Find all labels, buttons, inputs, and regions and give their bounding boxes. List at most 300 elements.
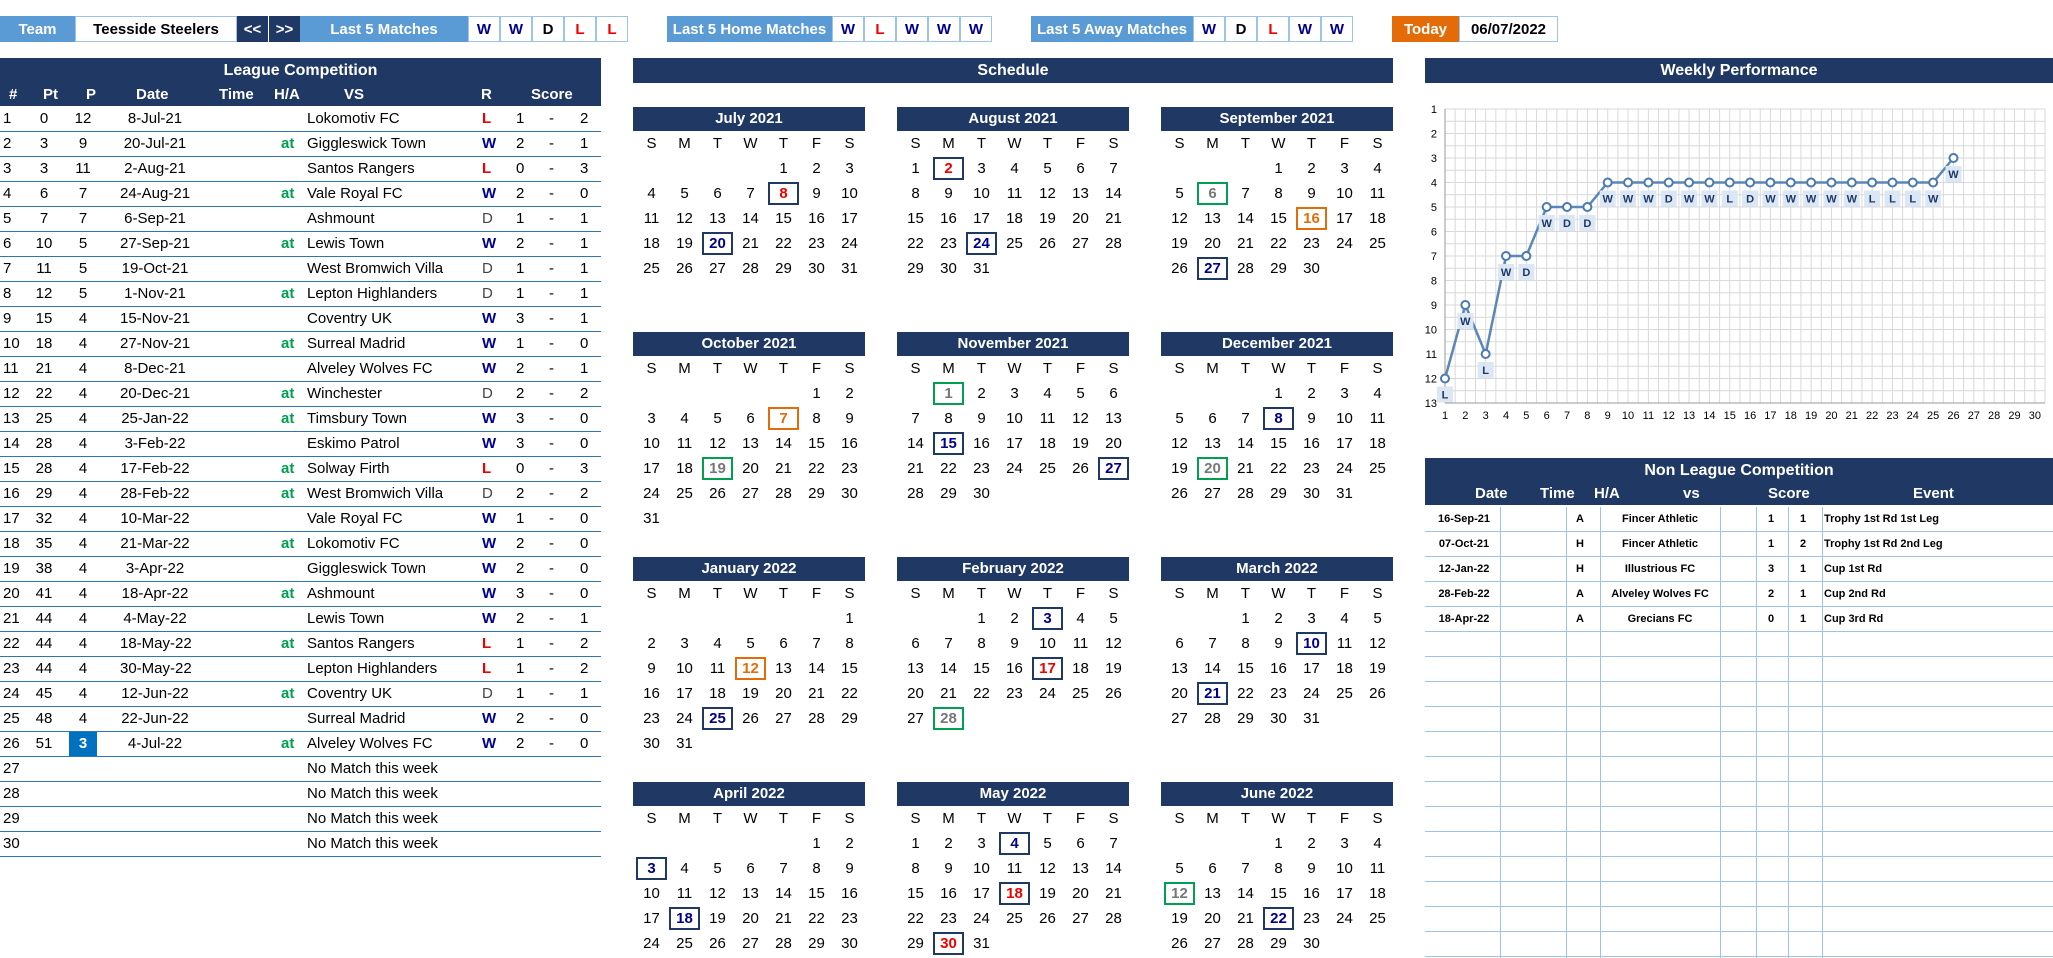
calendar-day[interactable]: 26 bbox=[1039, 910, 1056, 927]
calendar-day[interactable]: 13 bbox=[1105, 410, 1122, 427]
calendar-day[interactable]: 16 bbox=[643, 685, 660, 702]
calendar-day[interactable]: 20 bbox=[907, 685, 924, 702]
calendar-day[interactable]: 1 bbox=[911, 835, 920, 852]
calendar-day[interactable]: 17 bbox=[1031, 656, 1064, 681]
calendar-day[interactable]: 10 bbox=[643, 435, 660, 452]
calendar-day[interactable]: 1 bbox=[911, 160, 920, 177]
calendar-day[interactable]: 11 bbox=[1006, 185, 1023, 202]
next-team-button[interactable]: >> bbox=[269, 16, 300, 42]
calendar-day[interactable]: 15 bbox=[1237, 660, 1254, 677]
calendar-day[interactable]: 24 bbox=[965, 231, 998, 256]
calendar-day[interactable]: 15 bbox=[932, 431, 965, 456]
calendar-day[interactable]: 1 bbox=[932, 381, 965, 406]
calendar-day[interactable]: 20 bbox=[1196, 456, 1229, 481]
calendar-day[interactable]: 30 bbox=[1270, 710, 1287, 727]
calendar-day[interactable]: 17 bbox=[973, 885, 990, 902]
calendar-day[interactable]: 14 bbox=[808, 660, 825, 677]
calendar-day[interactable]: 7 bbox=[812, 635, 821, 652]
calendar-day[interactable]: 31 bbox=[973, 935, 990, 952]
calendar-day[interactable]: 5 bbox=[713, 860, 722, 877]
calendar-day[interactable]: 8 bbox=[944, 410, 953, 427]
calendar-day[interactable]: 17 bbox=[1336, 885, 1353, 902]
calendar-day[interactable]: 30 bbox=[841, 485, 858, 502]
calendar-day[interactable]: 1 bbox=[812, 385, 821, 402]
calendar-day[interactable]: 29 bbox=[841, 710, 858, 727]
calendar-day[interactable]: 24 bbox=[676, 710, 693, 727]
calendar-day[interactable]: 9 bbox=[1274, 635, 1283, 652]
calendar-day[interactable]: 2 bbox=[812, 160, 821, 177]
calendar-day[interactable]: 10 bbox=[1039, 635, 1056, 652]
calendar-day[interactable]: 3 bbox=[635, 856, 668, 881]
calendar-day[interactable]: 2 bbox=[1010, 610, 1019, 627]
calendar-day[interactable]: 23 bbox=[841, 910, 858, 927]
calendar-day[interactable]: 5 bbox=[1175, 860, 1184, 877]
calendar-day[interactable]: 19 bbox=[676, 235, 693, 252]
calendar-day[interactable]: 25 bbox=[1369, 910, 1386, 927]
calendar-day[interactable]: 25 bbox=[701, 706, 734, 731]
calendar-day[interactable]: 2 bbox=[1307, 835, 1316, 852]
calendar-day[interactable]: 19 bbox=[1105, 660, 1122, 677]
calendar-day[interactable]: 8 bbox=[812, 410, 821, 427]
calendar-day[interactable]: 12 bbox=[1171, 210, 1188, 227]
calendar-day[interactable]: 9 bbox=[845, 860, 854, 877]
calendar-day[interactable]: 11 bbox=[1369, 860, 1386, 877]
calendar-day[interactable]: 14 bbox=[775, 885, 792, 902]
calendar-day[interactable]: 23 bbox=[1006, 685, 1023, 702]
calendar-day[interactable]: 28 bbox=[932, 706, 965, 731]
calendar-day[interactable]: 10 bbox=[1336, 185, 1353, 202]
calendar-day[interactable]: 2 bbox=[944, 835, 953, 852]
calendar-day[interactable]: 10 bbox=[1295, 631, 1328, 656]
calendar-day[interactable]: 22 bbox=[907, 910, 924, 927]
calendar-day[interactable]: 26 bbox=[676, 260, 693, 277]
calendar-day[interactable]: 11 bbox=[1039, 410, 1056, 427]
calendar-day[interactable]: 1 bbox=[1274, 160, 1283, 177]
calendar-day[interactable]: 16 bbox=[973, 435, 990, 452]
calendar-day[interactable]: 27 bbox=[775, 710, 792, 727]
calendar-day[interactable]: 24 bbox=[973, 910, 990, 927]
calendar-day[interactable]: 24 bbox=[841, 235, 858, 252]
calendar-day[interactable]: 2 bbox=[977, 385, 986, 402]
calendar-day[interactable]: 14 bbox=[1237, 885, 1254, 902]
calendar-day[interactable]: 5 bbox=[1076, 385, 1085, 402]
calendar-day[interactable]: 11 bbox=[1369, 185, 1386, 202]
calendar-day[interactable]: 1 bbox=[1274, 835, 1283, 852]
calendar-day[interactable]: 30 bbox=[932, 931, 965, 956]
calendar-day[interactable]: 7 bbox=[911, 410, 920, 427]
calendar-day[interactable]: 26 bbox=[742, 710, 759, 727]
calendar-day[interactable]: 24 bbox=[1303, 685, 1320, 702]
calendar-day[interactable]: 8 bbox=[911, 185, 920, 202]
calendar-day[interactable]: 7 bbox=[1109, 160, 1118, 177]
calendar-day[interactable]: 19 bbox=[709, 910, 726, 927]
calendar-day[interactable]: 3 bbox=[977, 835, 986, 852]
calendar-day[interactable]: 22 bbox=[1237, 685, 1254, 702]
calendar-day[interactable]: 29 bbox=[775, 260, 792, 277]
calendar-day[interactable]: 17 bbox=[1303, 660, 1320, 677]
calendar-day[interactable]: 30 bbox=[643, 735, 660, 752]
calendar-day[interactable]: 13 bbox=[1204, 435, 1221, 452]
calendar-day[interactable]: 6 bbox=[779, 635, 788, 652]
calendar-day[interactable]: 8 bbox=[1262, 406, 1295, 431]
calendar-day[interactable]: 19 bbox=[1072, 435, 1089, 452]
calendar-day[interactable]: 13 bbox=[1204, 210, 1221, 227]
calendar-day[interactable]: 23 bbox=[1303, 910, 1320, 927]
calendar-day[interactable]: 29 bbox=[940, 485, 957, 502]
calendar-day[interactable]: 10 bbox=[643, 885, 660, 902]
calendar-day[interactable]: 26 bbox=[1072, 460, 1089, 477]
calendar-day[interactable]: 18 bbox=[676, 460, 693, 477]
calendar-day[interactable]: 9 bbox=[944, 860, 953, 877]
calendar-day[interactable]: 22 bbox=[940, 460, 957, 477]
calendar-day[interactable]: 8 bbox=[1274, 860, 1283, 877]
calendar-day[interactable]: 30 bbox=[841, 935, 858, 952]
calendar-day[interactable]: 24 bbox=[1336, 910, 1353, 927]
calendar-day[interactable]: 25 bbox=[676, 485, 693, 502]
calendar-day[interactable]: 29 bbox=[1270, 935, 1287, 952]
calendar-day[interactable]: 4 bbox=[1340, 610, 1349, 627]
calendar-day[interactable]: 6 bbox=[1109, 385, 1118, 402]
calendar-day[interactable]: 13 bbox=[775, 660, 792, 677]
calendar-day[interactable]: 12 bbox=[1072, 410, 1089, 427]
calendar-day[interactable]: 29 bbox=[907, 935, 924, 952]
calendar-day[interactable]: 22 bbox=[841, 685, 858, 702]
calendar-day[interactable]: 31 bbox=[1303, 710, 1320, 727]
calendar-day[interactable]: 27 bbox=[709, 260, 726, 277]
calendar-day[interactable]: 9 bbox=[1307, 410, 1316, 427]
calendar-day[interactable]: 9 bbox=[1307, 860, 1316, 877]
calendar-day[interactable]: 7 bbox=[1109, 835, 1118, 852]
calendar-day[interactable]: 28 bbox=[1237, 485, 1254, 502]
calendar-day[interactable]: 21 bbox=[1105, 210, 1122, 227]
calendar-day[interactable]: 6 bbox=[911, 635, 920, 652]
calendar-day[interactable]: 28 bbox=[775, 935, 792, 952]
calendar-day[interactable]: 19 bbox=[1039, 210, 1056, 227]
calendar-day[interactable]: 19 bbox=[1171, 460, 1188, 477]
calendar-day[interactable]: 16 bbox=[841, 435, 858, 452]
calendar-day[interactable]: 26 bbox=[1171, 935, 1188, 952]
calendar-day[interactable]: 20 bbox=[1072, 885, 1089, 902]
calendar-day[interactable]: 19 bbox=[1369, 660, 1386, 677]
calendar-day[interactable]: 10 bbox=[1336, 860, 1353, 877]
calendar-day[interactable]: 15 bbox=[841, 660, 858, 677]
calendar-day[interactable]: 6 bbox=[1175, 635, 1184, 652]
calendar-day[interactable]: 22 bbox=[808, 910, 825, 927]
calendar-day[interactable]: 12 bbox=[676, 210, 693, 227]
calendar-day[interactable]: 29 bbox=[907, 260, 924, 277]
calendar-day[interactable]: 7 bbox=[779, 860, 788, 877]
calendar-day[interactable]: 20 bbox=[1204, 235, 1221, 252]
calendar-day[interactable]: 18 bbox=[1039, 435, 1056, 452]
calendar-day[interactable]: 14 bbox=[1204, 660, 1221, 677]
calendar-day[interactable]: 15 bbox=[907, 885, 924, 902]
calendar-day[interactable]: 15 bbox=[775, 210, 792, 227]
calendar-day[interactable]: 20 bbox=[1105, 435, 1122, 452]
calendar-day[interactable]: 4 bbox=[713, 635, 722, 652]
calendar-day[interactable]: 4 bbox=[680, 410, 689, 427]
calendar-day[interactable]: 15 bbox=[1270, 885, 1287, 902]
calendar-day[interactable]: 27 bbox=[1204, 935, 1221, 952]
calendar-day[interactable]: 16 bbox=[940, 885, 957, 902]
calendar-day[interactable]: 16 bbox=[1270, 660, 1287, 677]
calendar-day[interactable]: 19 bbox=[742, 685, 759, 702]
calendar-day[interactable]: 27 bbox=[1171, 710, 1188, 727]
calendar-day[interactable]: 16 bbox=[1303, 435, 1320, 452]
calendar-day[interactable]: 15 bbox=[1270, 435, 1287, 452]
calendar-day[interactable]: 21 bbox=[742, 235, 759, 252]
calendar-day[interactable]: 10 bbox=[973, 185, 990, 202]
calendar-day[interactable]: 17 bbox=[643, 910, 660, 927]
calendar-day[interactable]: 20 bbox=[701, 231, 734, 256]
calendar-day[interactable]: 3 bbox=[1340, 835, 1349, 852]
calendar-day[interactable]: 24 bbox=[643, 935, 660, 952]
calendar-day[interactable]: 13 bbox=[1171, 660, 1188, 677]
calendar-day[interactable]: 30 bbox=[973, 485, 990, 502]
calendar-day[interactable]: 30 bbox=[808, 260, 825, 277]
calendar-day[interactable]: 9 bbox=[647, 660, 656, 677]
calendar-day[interactable]: 28 bbox=[775, 485, 792, 502]
calendar-day[interactable]: 12 bbox=[1163, 881, 1196, 906]
calendar-day[interactable]: 8 bbox=[1241, 635, 1250, 652]
calendar-day[interactable]: 17 bbox=[973, 210, 990, 227]
calendar-day[interactable]: 23 bbox=[1303, 235, 1320, 252]
calendar-day[interactable]: 24 bbox=[1336, 460, 1353, 477]
calendar-day[interactable]: 18 bbox=[668, 906, 701, 931]
calendar-day[interactable]: 31 bbox=[1336, 485, 1353, 502]
calendar-day[interactable]: 26 bbox=[1171, 260, 1188, 277]
calendar-day[interactable]: 23 bbox=[841, 460, 858, 477]
calendar-day[interactable]: 14 bbox=[907, 435, 924, 452]
calendar-day[interactable]: 20 bbox=[742, 460, 759, 477]
calendar-day[interactable]: 18 bbox=[1006, 210, 1023, 227]
calendar-day[interactable]: 27 bbox=[1072, 910, 1089, 927]
calendar-day[interactable]: 28 bbox=[907, 485, 924, 502]
calendar-day[interactable]: 10 bbox=[841, 185, 858, 202]
calendar-day[interactable]: 4 bbox=[1373, 385, 1382, 402]
calendar-day[interactable]: 7 bbox=[767, 406, 800, 431]
calendar-day[interactable]: 28 bbox=[1204, 710, 1221, 727]
calendar-day[interactable]: 28 bbox=[1105, 235, 1122, 252]
calendar-day[interactable]: 18 bbox=[1336, 660, 1353, 677]
calendar-day[interactable]: 4 bbox=[1043, 385, 1052, 402]
calendar-day[interactable]: 1 bbox=[1241, 610, 1250, 627]
calendar-day[interactable]: 21 bbox=[1237, 910, 1254, 927]
calendar-day[interactable]: 7 bbox=[1241, 185, 1250, 202]
calendar-day[interactable]: 9 bbox=[812, 185, 821, 202]
calendar-day[interactable]: 30 bbox=[1303, 935, 1320, 952]
calendar-day[interactable]: 6 bbox=[713, 185, 722, 202]
calendar-day[interactable]: 27 bbox=[1072, 235, 1089, 252]
calendar-day[interactable]: 31 bbox=[676, 735, 693, 752]
calendar-day[interactable]: 2 bbox=[845, 835, 854, 852]
calendar-day[interactable]: 17 bbox=[1336, 210, 1353, 227]
calendar-day[interactable]: 11 bbox=[676, 885, 693, 902]
calendar-day[interactable]: 25 bbox=[1039, 460, 1056, 477]
calendar-day[interactable]: 10 bbox=[676, 660, 693, 677]
calendar-day[interactable]: 20 bbox=[1072, 210, 1089, 227]
calendar-day[interactable]: 11 bbox=[709, 660, 726, 677]
calendar-day[interactable]: 21 bbox=[1237, 460, 1254, 477]
calendar-day[interactable]: 5 bbox=[1109, 610, 1118, 627]
calendar-day[interactable]: 25 bbox=[1006, 910, 1023, 927]
calendar-day[interactable]: 6 bbox=[1208, 410, 1217, 427]
calendar-day[interactable]: 18 bbox=[1072, 660, 1089, 677]
calendar-day[interactable]: 28 bbox=[742, 260, 759, 277]
calendar-day[interactable]: 6 bbox=[746, 410, 755, 427]
calendar-day[interactable]: 2 bbox=[647, 635, 656, 652]
calendar-day[interactable]: 13 bbox=[742, 435, 759, 452]
calendar-day[interactable]: 21 bbox=[1105, 885, 1122, 902]
calendar-day[interactable]: 11 bbox=[643, 210, 660, 227]
calendar-day[interactable]: 2 bbox=[932, 156, 965, 181]
calendar-day[interactable]: 27 bbox=[742, 485, 759, 502]
calendar-day[interactable]: 25 bbox=[1006, 235, 1023, 252]
calendar-day[interactable]: 3 bbox=[845, 160, 854, 177]
calendar-day[interactable]: 29 bbox=[1270, 485, 1287, 502]
calendar-day[interactable]: 26 bbox=[709, 485, 726, 502]
calendar-day[interactable]: 29 bbox=[808, 935, 825, 952]
calendar-day[interactable]: 2 bbox=[1307, 160, 1316, 177]
calendar-day[interactable]: 3 bbox=[680, 635, 689, 652]
calendar-day[interactable]: 22 bbox=[1262, 906, 1295, 931]
calendar-day[interactable]: 3 bbox=[1031, 606, 1064, 631]
calendar-day[interactable]: 24 bbox=[643, 485, 660, 502]
calendar-day[interactable]: 11 bbox=[1369, 410, 1386, 427]
calendar-day[interactable]: 13 bbox=[1072, 860, 1089, 877]
calendar-day[interactable]: 23 bbox=[808, 235, 825, 252]
calendar-day[interactable]: 25 bbox=[1336, 685, 1353, 702]
calendar-day[interactable]: 20 bbox=[742, 910, 759, 927]
calendar-day[interactable]: 5 bbox=[1175, 185, 1184, 202]
calendar-day[interactable]: 31 bbox=[841, 260, 858, 277]
calendar-day[interactable]: 7 bbox=[746, 185, 755, 202]
calendar-day[interactable]: 26 bbox=[709, 935, 726, 952]
calendar-day[interactable]: 14 bbox=[1237, 435, 1254, 452]
team-selector[interactable]: Teesside Steelers bbox=[75, 16, 237, 42]
calendar-day[interactable]: 28 bbox=[808, 710, 825, 727]
calendar-day[interactable]: 20 bbox=[1204, 910, 1221, 927]
calendar-day[interactable]: 27 bbox=[1204, 485, 1221, 502]
calendar-day[interactable]: 23 bbox=[973, 460, 990, 477]
calendar-day[interactable]: 6 bbox=[1196, 181, 1229, 206]
calendar-day[interactable]: 12 bbox=[734, 656, 767, 681]
calendar-day[interactable]: 8 bbox=[977, 635, 986, 652]
calendar-day[interactable]: 14 bbox=[940, 660, 957, 677]
calendar-day[interactable]: 5 bbox=[680, 185, 689, 202]
calendar-day[interactable]: 27 bbox=[1196, 256, 1229, 281]
calendar-day[interactable]: 6 bbox=[1076, 835, 1085, 852]
calendar-day[interactable]: 14 bbox=[742, 210, 759, 227]
calendar-day[interactable]: 13 bbox=[709, 210, 726, 227]
calendar-day[interactable]: 22 bbox=[1270, 460, 1287, 477]
calendar-day[interactable]: 1 bbox=[977, 610, 986, 627]
calendar-day[interactable]: 3 bbox=[1307, 610, 1316, 627]
calendar-day[interactable]: 31 bbox=[973, 260, 990, 277]
calendar-day[interactable]: 9 bbox=[944, 185, 953, 202]
calendar-day[interactable]: 15 bbox=[973, 660, 990, 677]
calendar-day[interactable]: 29 bbox=[808, 485, 825, 502]
calendar-day[interactable]: 23 bbox=[940, 235, 957, 252]
calendar-day[interactable]: 21 bbox=[1196, 681, 1229, 706]
calendar-day[interactable]: 18 bbox=[1369, 210, 1386, 227]
calendar-day[interactable]: 1 bbox=[812, 835, 821, 852]
calendar-day[interactable]: 12 bbox=[1039, 860, 1056, 877]
calendar-day[interactable]: 23 bbox=[940, 910, 957, 927]
calendar-day[interactable]: 25 bbox=[676, 935, 693, 952]
calendar-day[interactable]: 17 bbox=[676, 685, 693, 702]
calendar-day[interactable]: 16 bbox=[1006, 660, 1023, 677]
calendar-day[interactable]: 27 bbox=[742, 935, 759, 952]
calendar-day[interactable]: 5 bbox=[746, 635, 755, 652]
calendar-day[interactable]: 8 bbox=[1274, 185, 1283, 202]
calendar-day[interactable]: 22 bbox=[973, 685, 990, 702]
calendar-day[interactable]: 1 bbox=[845, 610, 854, 627]
calendar-day[interactable]: 28 bbox=[1237, 935, 1254, 952]
calendar-day[interactable]: 30 bbox=[940, 260, 957, 277]
calendar-day[interactable]: 18 bbox=[643, 235, 660, 252]
calendar-day[interactable]: 12 bbox=[1105, 635, 1122, 652]
calendar-day[interactable]: 16 bbox=[808, 210, 825, 227]
calendar-day[interactable]: 26 bbox=[1039, 235, 1056, 252]
calendar-day[interactable]: 15 bbox=[808, 435, 825, 452]
calendar-day[interactable]: 4 bbox=[1010, 160, 1019, 177]
calendar-day[interactable]: 30 bbox=[1303, 260, 1320, 277]
calendar-day[interactable]: 5 bbox=[1373, 610, 1382, 627]
calendar-day[interactable]: 20 bbox=[775, 685, 792, 702]
calendar-day[interactable]: 6 bbox=[746, 860, 755, 877]
calendar-day[interactable]: 9 bbox=[845, 410, 854, 427]
prev-team-button[interactable]: << bbox=[237, 16, 268, 42]
calendar-day[interactable]: 19 bbox=[1039, 885, 1056, 902]
calendar-day[interactable]: 2 bbox=[845, 385, 854, 402]
calendar-day[interactable]: 25 bbox=[643, 260, 660, 277]
calendar-day[interactable]: 25 bbox=[1369, 235, 1386, 252]
calendar-day[interactable]: 12 bbox=[709, 885, 726, 902]
calendar-day[interactable]: 8 bbox=[845, 635, 854, 652]
calendar-day[interactable]: 21 bbox=[1237, 235, 1254, 252]
calendar-day[interactable]: 27 bbox=[1097, 456, 1130, 481]
calendar-day[interactable]: 24 bbox=[1336, 235, 1353, 252]
calendar-day[interactable]: 25 bbox=[1072, 685, 1089, 702]
calendar-day[interactable]: 15 bbox=[907, 210, 924, 227]
calendar-day[interactable]: 23 bbox=[1303, 460, 1320, 477]
calendar-day[interactable]: 3 bbox=[1010, 385, 1019, 402]
calendar-day[interactable]: 14 bbox=[775, 435, 792, 452]
calendar-day[interactable]: 22 bbox=[907, 235, 924, 252]
calendar-day[interactable]: 4 bbox=[647, 185, 656, 202]
calendar-day[interactable]: 12 bbox=[709, 435, 726, 452]
calendar-day[interactable]: 19 bbox=[701, 456, 734, 481]
calendar-day[interactable]: 21 bbox=[907, 460, 924, 477]
calendar-day[interactable]: 30 bbox=[1303, 485, 1320, 502]
calendar-day[interactable]: 17 bbox=[1006, 435, 1023, 452]
calendar-day[interactable]: 18 bbox=[709, 685, 726, 702]
calendar-day[interactable]: 11 bbox=[1006, 860, 1023, 877]
calendar-day[interactable]: 22 bbox=[808, 460, 825, 477]
calendar-day[interactable]: 26 bbox=[1369, 685, 1386, 702]
calendar-day[interactable]: 11 bbox=[1072, 635, 1089, 652]
calendar-day[interactable]: 18 bbox=[998, 881, 1031, 906]
calendar-day[interactable]: 5 bbox=[1043, 835, 1052, 852]
calendar-day[interactable]: 19 bbox=[1171, 910, 1188, 927]
calendar-day[interactable]: 27 bbox=[907, 710, 924, 727]
calendar-day[interactable]: 12 bbox=[1369, 635, 1386, 652]
calendar-day[interactable]: 24 bbox=[1039, 685, 1056, 702]
calendar-day[interactable]: 2 bbox=[1307, 385, 1316, 402]
calendar-day[interactable]: 23 bbox=[1270, 685, 1287, 702]
calendar-day[interactable]: 17 bbox=[841, 210, 858, 227]
calendar-day[interactable]: 15 bbox=[1270, 210, 1287, 227]
